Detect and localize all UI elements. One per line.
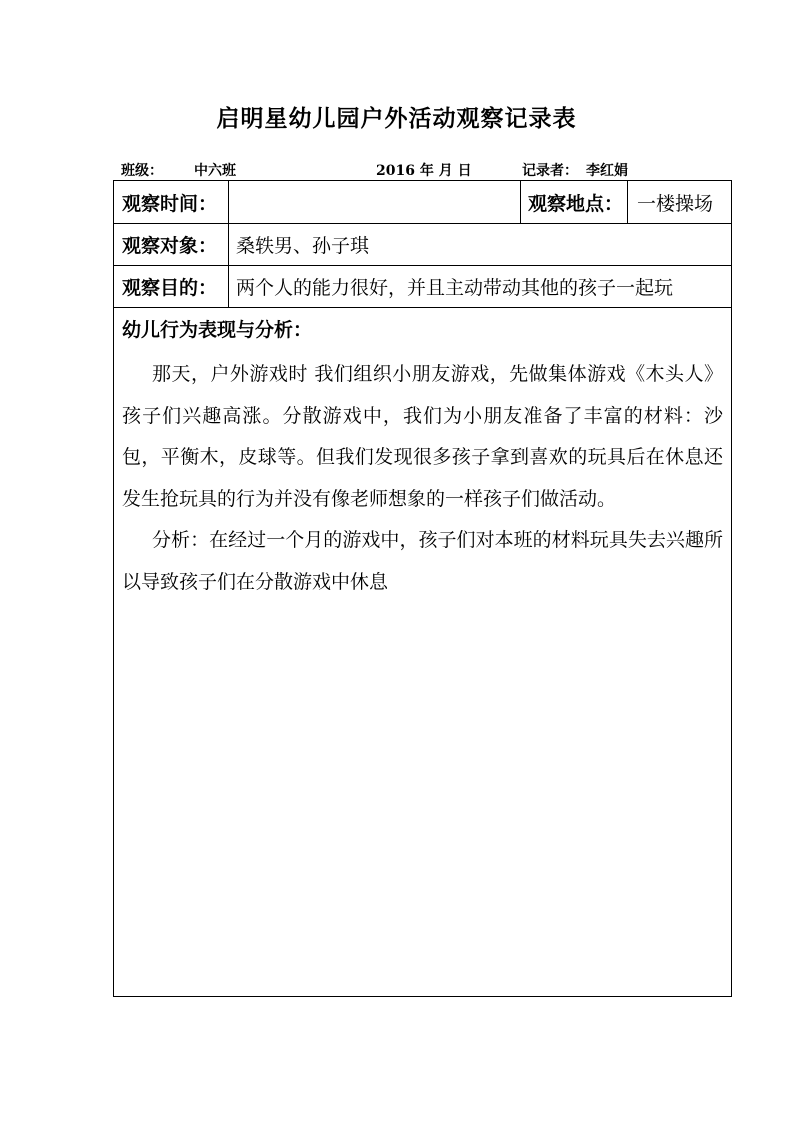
observation-paragraph: 那天，户外游戏时 我们组织小朋友游戏，先做集体游戏《木头人》孩子们兴趣高涨。分散游戏中，我们为小朋友准备了丰富的材料：沙包，平衡木，皮球等。但我们发现很多孩子拿到喜欢的玩具后在休息还发生抢玩具的行为并没有像老师想象的一样孩子们做活动。 [122, 363, 723, 510]
analysis-heading: 幼儿行为表现与分析： [122, 319, 313, 341]
class-value: 中六班 [194, 163, 236, 179]
table-row [114, 224, 731, 266]
purpose-label: 观察目的： [114, 266, 229, 307]
place-value: 一楼操场 [637, 192, 714, 215]
date-text: 2016 年 月 日 [376, 163, 472, 179]
subject-label: 观察对象： [114, 224, 229, 265]
place-label: 观察地点： [521, 181, 628, 223]
subject-value: 桑轶男、孙子琪 [236, 235, 370, 257]
analysis-paragraph: 分析：在经过一个月的游戏中，孩子们对本班的材料玩具失去兴趣所以导致孩子们在分散游戏中休息 [122, 529, 723, 593]
analysis-section [114, 308, 731, 603]
table-row [114, 181, 731, 224]
page-title: 启明星幼儿园户外活动观察记录表 [216, 105, 577, 132]
observation-table [113, 180, 732, 997]
time-value [229, 181, 521, 223]
time-label: 观察时间： [114, 181, 229, 223]
recorder-label: 记录者： [522, 163, 578, 179]
purpose-value: 两个人的能力很好，并且主动带动其他的孩子一起玩 [236, 277, 674, 299]
table-row [114, 266, 731, 308]
class-label: 班级： [121, 163, 163, 179]
recorder-value: 李红娟 [586, 163, 628, 179]
